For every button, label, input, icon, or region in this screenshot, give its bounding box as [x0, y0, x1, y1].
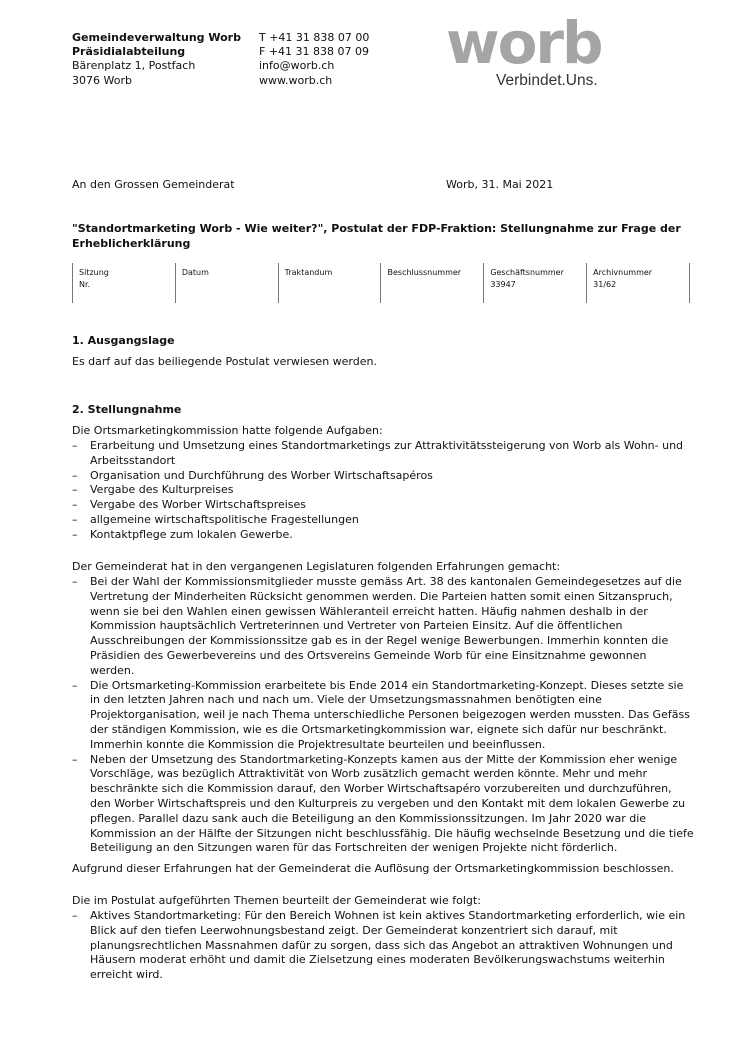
meta-value: Nr. [79, 280, 91, 289]
list-item: – Die Ortsmarketing-Kommission erarbeitete bis Ende 2014 ein Standortmarketing-Konzept. Dieses setzte sie in den letzten Jahren nach und nach um. Viele der Umsetzungsmassnahmen benötigten eine Projektorganisation, weil je nach Thema unterschiedliche Personen beigezogen werden mussten. Das Gefäss der ständigen Kommission, wie es die Ortsmarketingkommission war, eignete sich dafür nur beschränkt. Immerhin konnte die Kommission die Projektresultate beurteilen und beeinflussen. [72, 679, 694, 753]
meta-cell-archivnummer [587, 263, 690, 303]
subject-line: "Standortmarketing Worb - Wie weiter?", Postulat der FDP-Fraktion: Stellungnahme zur Frage der Erheblicherklärung [72, 222, 681, 250]
list-item: – Neben der Umsetzung des Standortmarketing-Konzepts kamen aus der Mitte der Kommission eher wenige Vorschläge, was bezüglich Attraktivität von Worb zusätzlich gemacht werden könnte. Mehr und mehr beschränkte sich die Kommission darauf, den Worber Wirtschaftsapéro vorzubereiten und durchzuführen, den Worber Wirtschaftspreis und den Kulturpreis zu vergeben und den Kontakt mit dem lokalen Gewerbe zu pflegen. Parallel dazu sank auch die Beteiligung an den Kommissionssitzungen. Im Jahr 2020 war die Kommission an der Hälfte der Sitzungen nicht beschlussfähig. Die häufig wechselnde Besetzung und die tiefe Beteiligung an den Sitzungen waren für das Fortschreiten der wenigen Projekte nicht förderlich. [72, 753, 694, 857]
sender-address [72, 31, 241, 88]
meta-table-row [73, 263, 690, 303]
contact-email: info@worb.ch [259, 59, 335, 73]
meta-cell-sitzung [73, 263, 176, 303]
worb-logo [446, 9, 616, 92]
list-item: – Organisation und Durchführung des Worber Wirtschaftsapéros [72, 469, 694, 484]
meta-cell-geschaeftsnummer [484, 263, 587, 303]
conclusion: Aufgrund dieser Erfahrungen hat der Gemeinderat die Auflösung der Ortsmarketingkommission beschlossen. [72, 862, 674, 875]
list-item: – Aktives Standortmarketing: Für den Bereich Wohnen ist kein aktives Standortmarketing erforderlich, wie ein Blick auf den tiefen Leerwohnungsbestand zeigt. Der Gemeinderat konzentriert sich darauf, mit planungsrechtlichen Massnahmen dafür zu sorgen, dass sich das Angebot an attraktiven Wohnungen und Häusern moderat erhöht und damit die Zielsetzung eines moderaten Bevölkerungswachstums weiterhin erreicht wird. [72, 909, 694, 983]
meta-cell-datum [175, 263, 278, 303]
meta-cell-beschlussnummer [381, 263, 484, 303]
meta-label: Sitzung [79, 268, 109, 277]
tasks-list [72, 439, 694, 543]
logo-word: worb [446, 9, 602, 77]
letter-date: Worb, 31. Mai 2021 [446, 178, 554, 191]
meta-label: Archivnummer [593, 268, 653, 277]
topics-list [72, 909, 694, 983]
contact-block [259, 31, 369, 88]
meta-label: Beschlussnummer [387, 268, 462, 277]
meta-label: Traktandum [284, 268, 333, 277]
meta-table [72, 263, 690, 303]
section-heading-ausgangslage: 1. Ausgangslage [72, 334, 175, 347]
tasks-intro: Die Ortsmarketingkommission hatte folgende Aufgaben: [72, 424, 383, 437]
meta-label: Geschäftsnummer [490, 268, 564, 277]
meta-label: Datum [181, 268, 209, 277]
meta-value: 31/62 [593, 280, 617, 289]
sender-organisation: Gemeindeverwaltung Worb [72, 31, 241, 44]
recipient: An den Grossen Gemeinderat [72, 178, 235, 191]
sender-city: 3076 Worb [72, 73, 132, 87]
meta-value: 33947 [490, 280, 516, 289]
experience-list [72, 575, 694, 856]
experience-intro: Der Gemeinderat hat in den vergangenen Legislaturen folgenden Erfahrungen gemacht: [72, 560, 561, 573]
contact-web: www.worb.ch [259, 73, 333, 87]
list-item: – Vergabe des Kulturpreises [72, 483, 694, 498]
list-item: – Erarbeitung und Umsetzung eines Standortmarketings zur Attraktivitätssteigerung von Worb als Wohn- und Arbeitsstandort [72, 439, 694, 469]
list-item: – Bei der Wahl der Kommissionsmitglieder musste gemäss Art. 38 des kantonalen Gemeindegesetzes auf die Vertretung der Minderheiten Rücksicht genommen werden. Die Parteien hatten somit einen Sitzanspruch, wenn sie bei den Wahlen einen gewissen Wähleranteil erreicht hatten. Häufig nahmen deshalb in der Kommission hauptsächlich Vertreterinnen und Vertreter von Parteien Einsitz. Auf die öffentlichen Ausschreibungen der Kommissionssitze gab es in der Regel wenige Bewerbungen. Immerhin konnten die Präsidien des Gewerbevereins und des Ortsvereins Gemeinde Worb für eine Einsitznahme gewonnen werden. [72, 575, 694, 679]
contact-phone: T +41 31 838 07 00 [259, 31, 370, 44]
list-item: – Kontaktpflege zum lokalen Gewerbe. [72, 528, 694, 543]
logo-tagline: Verbindet.Uns. [496, 72, 598, 89]
list-item: – allgemeine wirtschaftspolitische Fragestellungen [72, 513, 694, 528]
meta-cell-traktandum [278, 263, 381, 303]
contact-fax: F +41 31 838 07 09 [259, 45, 370, 59]
topics-intro: Die im Postulat aufgeführten Themen beurteilt der Gemeinderat wie folgt: [72, 894, 481, 907]
section-text-ausgangslage: Es darf auf das beiliegende Postulat verwiesen werden. [72, 355, 377, 368]
sender-street: Bärenplatz 1, Postfach [72, 59, 196, 73]
section-heading-stellungnahme: 2. Stellungnahme [72, 403, 182, 416]
sender-department: Präsidialabteilung [72, 45, 186, 59]
list-item: – Vergabe des Worber Wirtschaftspreises [72, 498, 694, 513]
